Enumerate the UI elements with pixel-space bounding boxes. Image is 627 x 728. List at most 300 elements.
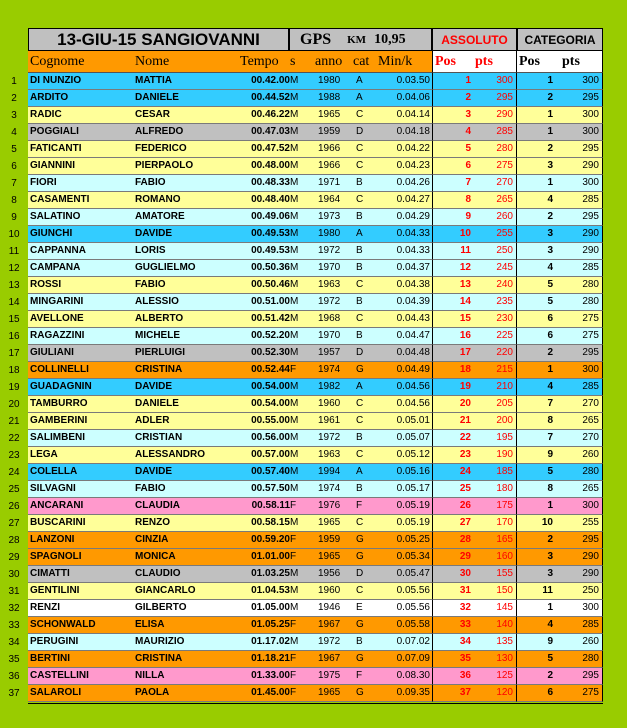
row-number: 33 (8, 620, 20, 631)
athlete-name: MAURIZIO (135, 636, 185, 647)
categoria-points: 300 (582, 109, 599, 120)
category-code: C (356, 160, 364, 171)
categoria-cell (517, 464, 603, 481)
pace-min-km: 0.04.48 (396, 347, 430, 358)
athlete-surname: GAMBERINI (30, 415, 88, 426)
row-number: 11 (8, 246, 20, 257)
assoluto-position: 13 (459, 279, 471, 290)
assoluto-points: 260 (496, 211, 513, 222)
row-number: 3 (11, 110, 17, 121)
categoria-cell (517, 498, 603, 515)
categoria-position: 3 (547, 160, 553, 171)
athlete-name: ALBERTO (135, 313, 184, 324)
categoria-cell (517, 243, 603, 260)
category-code: A (356, 75, 363, 86)
col-min-km: Min/k (378, 53, 413, 69)
assoluto-cell (432, 73, 517, 90)
assoluto-points: 190 (496, 449, 513, 460)
assoluto-points: 265 (496, 194, 513, 205)
athlete-sex: M (290, 415, 299, 426)
finish-time: 01.18.21 (251, 653, 290, 664)
category-code: D (356, 347, 364, 358)
table-row (28, 362, 432, 379)
categoria-cell (517, 685, 603, 702)
table-row (28, 447, 432, 464)
categoria-points: 275 (582, 687, 599, 698)
assoluto-points: 210 (496, 381, 513, 392)
athlete-sex: M (290, 568, 299, 579)
finish-time: 00.52.30 (251, 347, 290, 358)
pace-min-km: 0.04.23 (396, 160, 430, 171)
finish-time: 00.46.22 (251, 109, 290, 120)
assoluto-cell (432, 447, 517, 464)
athlete-surname: TAMBURRO (30, 398, 88, 409)
athlete-sex: M (290, 126, 299, 137)
row-number: 1 (11, 76, 17, 87)
category-code: B (356, 211, 363, 222)
table-row (28, 651, 432, 668)
assoluto-cell (432, 277, 517, 294)
assoluto-position: 25 (459, 483, 471, 494)
assoluto-cell (432, 90, 517, 107)
categoria-cell (517, 566, 603, 583)
categoria-cell (517, 311, 603, 328)
athlete-surname: CASTELLINI (30, 670, 89, 681)
categoria-points: 265 (582, 483, 599, 494)
finish-time: 00.57.50 (251, 483, 290, 494)
col-ass-pos: Pos (435, 53, 456, 69)
categoria-points: 285 (582, 262, 599, 273)
category-code: B (356, 330, 363, 341)
assoluto-position: 1 (465, 75, 471, 86)
categoria-position: 6 (547, 687, 553, 698)
assoluto-points: 275 (496, 160, 513, 171)
assoluto-position: 32 (459, 602, 471, 613)
categoria-position: 3 (547, 568, 553, 579)
athlete-sex: M (290, 211, 299, 222)
athlete-name: GUGLIELMO (135, 262, 196, 273)
categoria-cell (517, 481, 603, 498)
assoluto-points: 170 (496, 517, 513, 528)
table-row (28, 158, 432, 175)
finish-time: 00.50.36 (251, 262, 290, 273)
row-number: 21 (8, 416, 20, 427)
assoluto-points: 160 (496, 551, 513, 562)
pace-min-km: 0.05.25 (396, 534, 430, 545)
pace-min-km: 0.04.29 (396, 211, 430, 222)
row-number: 28 (8, 535, 20, 546)
categoria-points: 290 (582, 228, 599, 239)
athlete-name: FABIO (135, 483, 166, 494)
assoluto-cell (432, 226, 517, 243)
assoluto-label: ASSOLUTO (441, 32, 508, 47)
row-number: 13 (8, 280, 20, 291)
categoria-cell (517, 73, 603, 90)
athlete-surname: BUSCARINI (30, 517, 86, 528)
assoluto-position: 20 (459, 398, 471, 409)
finish-time: 01.33.00 (251, 670, 290, 681)
athlete-sex: F (290, 619, 297, 630)
athlete-sex: M (290, 585, 299, 596)
athlete-name: MONICA (135, 551, 176, 562)
birth-year: 1972 (318, 245, 341, 256)
pace-min-km: 0.05.12 (396, 449, 430, 460)
gps-label: GPS (300, 30, 332, 48)
athlete-name: FABIO (135, 279, 166, 290)
assoluto-position: 33 (459, 619, 471, 630)
assoluto-points: 205 (496, 398, 513, 409)
athlete-surname: RADIC (30, 109, 62, 120)
col-cognome: Cognome (30, 53, 85, 69)
table-row (28, 141, 432, 158)
assoluto-points: 185 (496, 466, 513, 477)
athlete-surname: GENTILINI (30, 585, 80, 596)
birth-year: 1965 (318, 109, 341, 120)
pace-min-km: 0.04.37 (396, 262, 430, 273)
finish-time: 00.48.00 (251, 160, 290, 171)
athlete-name: ALESSANDRO (135, 449, 206, 460)
pace-min-km: 0.07.09 (396, 653, 430, 664)
categoria-cell (517, 515, 603, 532)
column-headers (28, 51, 432, 73)
categoria-header (517, 28, 603, 51)
athlete-sex: F (290, 670, 297, 681)
table-row (28, 685, 432, 702)
categoria-position: 5 (547, 466, 553, 477)
category-code: C (356, 585, 364, 596)
finish-time: 00.49.53 (251, 228, 290, 239)
athlete-surname: COLLINELLI (30, 364, 89, 375)
row-number: 32 (8, 603, 20, 614)
assoluto-points: 285 (496, 126, 513, 137)
finish-time: 01.45.00 (251, 687, 290, 698)
categoria-cell (517, 226, 603, 243)
category-code: G (356, 653, 364, 664)
assoluto-points: 125 (496, 670, 513, 681)
athlete-sex: F (290, 500, 297, 511)
categoria-position: 3 (547, 245, 553, 256)
row-number: 4 (11, 127, 17, 138)
pace-min-km: 0.04.22 (396, 143, 430, 154)
athlete-sex: M (290, 602, 299, 613)
categoria-points: 300 (582, 364, 599, 375)
table-row (28, 277, 432, 294)
category-code: G (356, 534, 364, 545)
row-number: 26 (8, 501, 20, 512)
row-number: 23 (8, 450, 20, 461)
athlete-surname: RAGAZZINI (30, 330, 85, 341)
row-number: 12 (8, 263, 20, 274)
table-row (28, 73, 432, 90)
athlete-sex: M (290, 160, 299, 171)
categoria-cell (517, 209, 603, 226)
categoria-cell (517, 124, 603, 141)
finish-time: 01.04.53 (251, 585, 290, 596)
athlete-surname: ANCARANI (30, 500, 84, 511)
pace-min-km: 0.07.02 (396, 636, 430, 647)
finish-time: 00.57.00 (251, 449, 290, 460)
assoluto-points: 120 (496, 687, 513, 698)
table-row (28, 617, 432, 634)
category-code: G (356, 364, 364, 375)
assoluto-position: 3 (465, 109, 471, 120)
categoria-points: 300 (582, 602, 599, 613)
assoluto-position: 12 (459, 262, 471, 273)
athlete-surname: SALAROLI (30, 687, 82, 698)
category-code: F (356, 500, 363, 511)
athlete-sex: M (290, 449, 299, 460)
athlete-name: PIERPAOLO (135, 160, 194, 171)
assoluto-position: 2 (465, 92, 471, 103)
categoria-position: 2 (547, 670, 553, 681)
athlete-name: DAVIDE (135, 381, 173, 392)
col-anno: anno (315, 53, 343, 69)
athlete-surname: LEGA (30, 449, 58, 460)
categoria-position: 9 (547, 636, 553, 647)
category-code: G (356, 551, 364, 562)
athlete-name: CLAUDIA (135, 500, 180, 511)
row-number: 17 (8, 348, 20, 359)
birth-year: 1968 (318, 313, 341, 324)
categoria-position: 1 (547, 126, 553, 137)
table-bottom-border (28, 703, 603, 704)
categoria-points: 280 (582, 466, 599, 477)
pace-min-km: 0.04.56 (396, 381, 430, 392)
categoria-position: 1 (547, 364, 553, 375)
assoluto-cell (432, 107, 517, 124)
athlete-sex: M (290, 177, 299, 188)
categoria-points: 255 (582, 517, 599, 528)
athlete-name: ROMANO (135, 194, 181, 205)
row-number: 25 (8, 484, 20, 495)
categoria-position: 2 (547, 211, 553, 222)
table-row (28, 311, 432, 328)
table-row (28, 668, 432, 685)
categoria-position: 7 (547, 432, 553, 443)
table-row (28, 481, 432, 498)
assoluto-points: 235 (496, 296, 513, 307)
category-code: F (356, 670, 363, 681)
athlete-sex: M (290, 245, 299, 256)
athlete-surname: MINGARINI (30, 296, 84, 307)
assoluto-cell (432, 634, 517, 651)
athlete-surname: PERUGINI (30, 636, 79, 647)
categoria-cell (517, 583, 603, 600)
assoluto-points: 140 (496, 619, 513, 630)
table-row (28, 124, 432, 141)
assoluto-points: 245 (496, 262, 513, 273)
assoluto-points: 155 (496, 568, 513, 579)
assoluto-points: 220 (496, 347, 513, 358)
table-row (28, 430, 432, 447)
birth-year: 1966 (318, 160, 341, 171)
row-number: 10 (8, 229, 20, 240)
category-code: B (356, 432, 363, 443)
birth-year: 1964 (318, 194, 341, 205)
assoluto-position: 30 (459, 568, 471, 579)
assoluto-points: 230 (496, 313, 513, 324)
athlete-surname: BERTINI (30, 653, 70, 664)
pace-min-km: 0.04.49 (396, 364, 430, 375)
athlete-surname: COLELLA (30, 466, 78, 477)
row-number: 37 (8, 688, 20, 699)
categoria-points: 290 (582, 245, 599, 256)
pace-min-km: 0.05.34 (396, 551, 430, 562)
categoria-points: 270 (582, 398, 599, 409)
birth-year: 1988 (318, 92, 341, 103)
athlete-name: ALFREDO (135, 126, 184, 137)
assoluto-points: 270 (496, 177, 513, 188)
birth-year: 1982 (318, 381, 341, 392)
pace-min-km: 0.05.58 (396, 619, 430, 630)
table-row (28, 583, 432, 600)
birth-year: 1972 (318, 636, 341, 647)
assoluto-points: 180 (496, 483, 513, 494)
categoria-position: 3 (547, 551, 553, 562)
assoluto-cell (432, 651, 517, 668)
athlete-surname: SALIMBENI (30, 432, 85, 443)
categoria-position: 2 (547, 143, 553, 154)
pace-min-km: 0.03.50 (396, 75, 430, 86)
assoluto-points: 300 (496, 75, 513, 86)
birth-year: 1972 (318, 296, 341, 307)
categoria-position: 7 (547, 398, 553, 409)
categoria-position: 2 (547, 92, 553, 103)
assoluto-cell (432, 209, 517, 226)
finish-time: 00.55.00 (251, 415, 290, 426)
assoluto-cell (432, 430, 517, 447)
athlete-sex: F (290, 653, 297, 664)
row-number: 14 (8, 297, 20, 308)
categoria-points: 270 (582, 432, 599, 443)
categoria-cell (517, 396, 603, 413)
athlete-sex: M (290, 194, 299, 205)
athlete-name: GIANCARLO (135, 585, 196, 596)
table-row (28, 90, 432, 107)
athlete-surname: GIULIANI (30, 347, 74, 358)
table-row (28, 226, 432, 243)
assoluto-cell (432, 685, 517, 702)
birth-year: 1980 (318, 228, 341, 239)
pace-min-km: 0.04.39 (396, 296, 430, 307)
athlete-name: PAOLA (135, 687, 170, 698)
assoluto-cell (432, 464, 517, 481)
athlete-name: CRISTIAN (135, 432, 183, 443)
km-label: KM (347, 33, 367, 46)
finish-time: 01.05.25 (251, 619, 290, 630)
categoria-cell (517, 294, 603, 311)
categoria-cell (517, 430, 603, 447)
categoria-position: 6 (547, 330, 553, 341)
birth-year: 1965 (318, 551, 341, 562)
finish-time: 00.50.46 (251, 279, 290, 290)
assoluto-position: 17 (459, 347, 471, 358)
categoria-position: 8 (547, 483, 553, 494)
birth-year: 1959 (318, 126, 341, 137)
distance-value: 10,95 (374, 31, 406, 47)
categoria-points: 290 (582, 551, 599, 562)
assoluto-cell (432, 396, 517, 413)
birth-year: 1963 (318, 449, 341, 460)
birth-year: 1946 (318, 602, 341, 613)
pace-min-km: 0.04.43 (396, 313, 430, 324)
assoluto-position: 29 (459, 551, 471, 562)
category-code: A (356, 228, 363, 239)
col-tempo: Tempo (240, 53, 279, 69)
assoluto-position: 8 (465, 194, 471, 205)
row-number: 34 (8, 637, 20, 648)
assoluto-position: 10 (459, 228, 471, 239)
row-number: 18 (8, 365, 20, 376)
pace-min-km: 0.05.19 (396, 517, 430, 528)
assoluto-cell (432, 515, 517, 532)
athlete-sex: M (290, 279, 299, 290)
assoluto-position: 23 (459, 449, 471, 460)
table-row (28, 498, 432, 515)
categoria-cell (517, 413, 603, 430)
categoria-position: 2 (547, 347, 553, 358)
athlete-surname: POGGIALI (30, 126, 79, 137)
birth-year: 1965 (318, 687, 341, 698)
row-number: 7 (11, 178, 17, 189)
table-row (28, 243, 432, 260)
assoluto-position: 21 (459, 415, 471, 426)
assoluto-cell (432, 294, 517, 311)
table-row (28, 379, 432, 396)
assoluto-cell (432, 583, 517, 600)
categoria-points: 280 (582, 279, 599, 290)
athlete-name: ADLER (135, 415, 170, 426)
finish-time: 00.52.44 (251, 364, 290, 375)
athlete-name: NILLA (135, 670, 165, 681)
athlete-surname: GIUNCHI (30, 228, 73, 239)
col-cat-pos: Pos (519, 53, 540, 69)
athlete-surname: FATICANTI (30, 143, 82, 154)
assoluto-cell (432, 379, 517, 396)
finish-time: 01.17.02 (251, 636, 290, 647)
finish-time: 00.42.00 (251, 75, 290, 86)
athlete-surname: CIMATTI (30, 568, 70, 579)
categoria-points: 275 (582, 313, 599, 324)
athlete-sex: M (290, 143, 299, 154)
categoria-cell (517, 328, 603, 345)
race-title-text: 13-GIU-15 SANGIOVANNI (57, 29, 260, 49)
category-code: B (356, 245, 363, 256)
row-number: 16 (8, 331, 20, 342)
categoria-position: 5 (547, 653, 553, 664)
categoria-cell (517, 260, 603, 277)
category-code: B (356, 262, 363, 273)
birth-year: 1967 (318, 653, 341, 664)
categoria-cell (517, 600, 603, 617)
athlete-sex: M (290, 75, 299, 86)
categoria-position: 2 (547, 534, 553, 545)
assoluto-position: 34 (459, 636, 471, 647)
athlete-sex: M (290, 228, 299, 239)
table-row (28, 515, 432, 532)
categoria-points: 280 (582, 653, 599, 664)
categoria-position: 1 (547, 177, 553, 188)
row-number: 15 (8, 314, 20, 325)
category-code: C (356, 109, 364, 120)
categoria-points: 260 (582, 449, 599, 460)
birth-year: 1975 (318, 670, 341, 681)
assoluto-position: 26 (459, 500, 471, 511)
athlete-surname: GUADAGNIN (30, 381, 92, 392)
birth-year: 1970 (318, 330, 341, 341)
table-row (28, 192, 432, 209)
assoluto-header (432, 28, 517, 51)
